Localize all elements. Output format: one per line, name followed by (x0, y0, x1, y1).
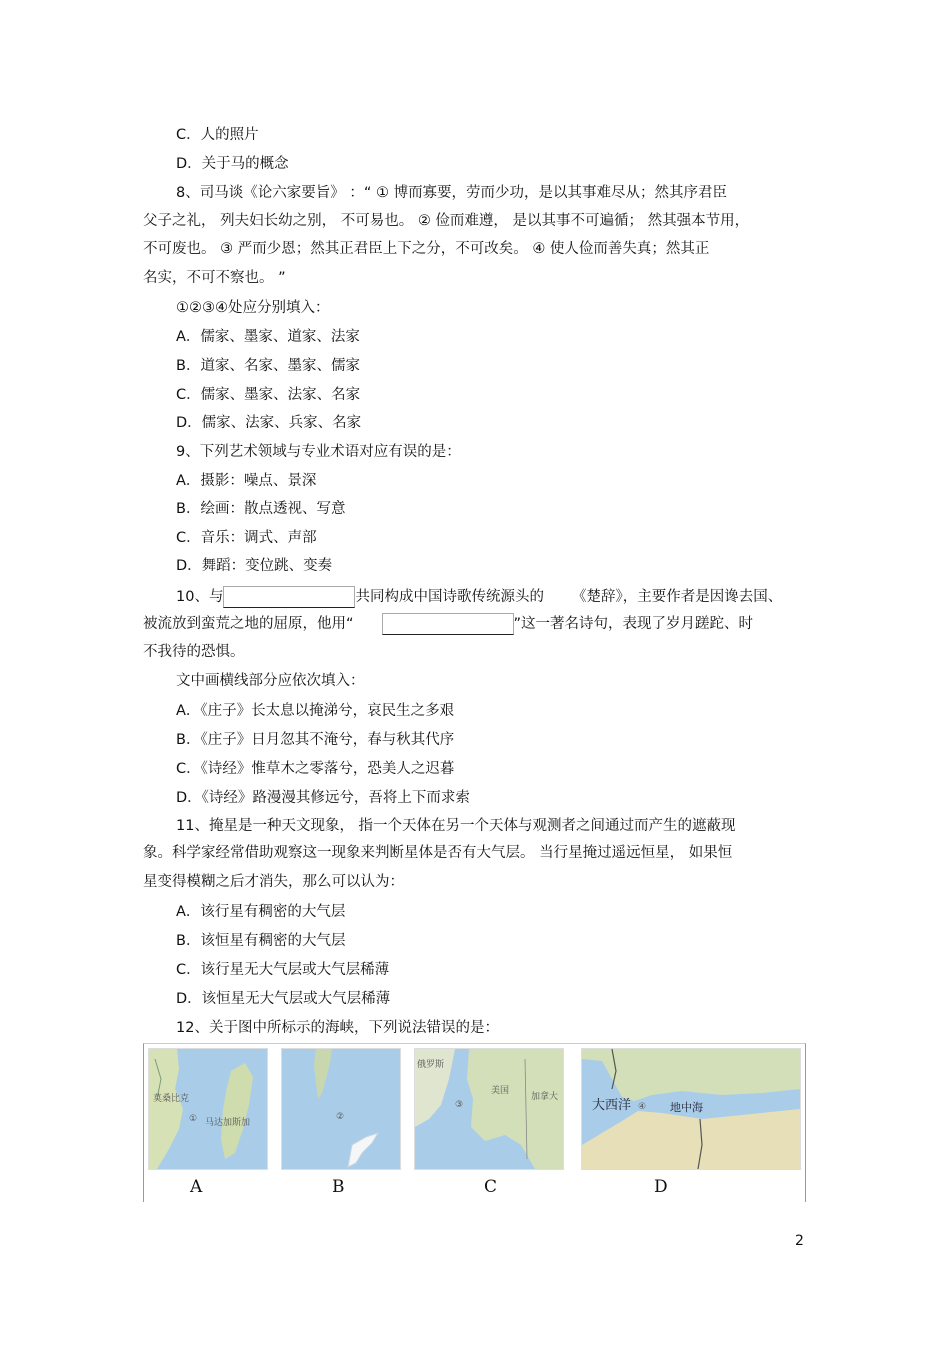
q8-stem-line3: 不可废也。 ③ 严而少恩；然其正君臣上下之分，不可改矣。 ④ 使人俭而善失真；然其正 (143, 241, 710, 257)
q11-option-a: A．该行星有稠密的大气层 (176, 904, 346, 920)
q11-stem-line3: 星变得模糊之后才消失，那么可以认为： (143, 874, 404, 890)
map-c-label-canada: 加拿大 (531, 1092, 559, 1102)
map-d-label-mediterranean: 地中海 (670, 1101, 703, 1114)
map-c-caption: C (484, 1177, 498, 1197)
q8-option-b: B．道家、名家、墨家、儒家 (176, 358, 360, 374)
map-c-label-usa: 美国 (491, 1086, 510, 1096)
q10-text-a: 10、与 (176, 589, 224, 605)
map-a-caption: A (190, 1177, 203, 1197)
map-a-label-madagascar: 马达加斯加 (205, 1118, 251, 1128)
fill-blank-1 (223, 586, 355, 608)
map-d-marker: ④ (638, 1102, 647, 1112)
map-d-caption: D (654, 1177, 668, 1197)
map-a-marker: ① (189, 1114, 198, 1124)
q12-stem: 12、关于图中所标示的海峡，下列说法错误的是： (176, 1020, 499, 1036)
map-a (148, 1048, 268, 1170)
q7-option-d: D．关于马的概念 (176, 156, 289, 172)
q10-text-d: 被流放到蛮荒之地的屈原，他用“ (143, 616, 354, 632)
q10-option-b: B．《庄子》日月忽其不淹兮，春与秋其代序 (176, 732, 455, 748)
map-b-caption: B (332, 1177, 345, 1197)
q10-option-d: D．《诗经》路漫漫其修远兮，吾将上下而求索 (176, 790, 470, 806)
q10-prompt: 文中画横线部分应依次填入： (176, 673, 365, 689)
q8-prompt: ①②③④处应分别填入： (176, 300, 330, 316)
q8-option-d: D．儒家、法家、兵家、名家 (176, 415, 362, 431)
q10-option-c: C．《诗经》惟草木之零落兮，恐美人之迟暮 (176, 761, 455, 777)
q10-stem-line3: 不我待的恐惧。 (143, 644, 245, 660)
map-a-label-mozambique: 莫桑比克 (153, 1094, 190, 1104)
q8-stem-line2: 父子之礼， 列夫妇长幼之别， 不可易也。 ② 俭而难遵， 是以其事不可遍循； 然其强本节用， (143, 213, 750, 229)
q7-option-c: C．人的照片 (176, 127, 259, 143)
map-c (414, 1048, 564, 1170)
strait-maps-figure (143, 1043, 806, 1202)
q10-text-e: ”这一著名诗句，表现了岁月蹉跎、时 (513, 616, 754, 632)
map-c-marker: ③ (455, 1100, 464, 1110)
q8-option-c: C．儒家、墨家、法家、名家 (176, 387, 361, 403)
q9-option-a: A．摄影：噪点、景深 (176, 473, 317, 489)
map-c-label-russia: 俄罗斯 (417, 1060, 445, 1070)
q10-option-a: A．《庄子》长太息以掩涕兮，哀民生之多艰 (176, 703, 455, 719)
page-number: 2 (795, 1233, 804, 1249)
map-d (581, 1048, 801, 1170)
q9-option-d: D．舞蹈：变位跳、变奏 (176, 558, 333, 574)
fill-blank-2 (382, 613, 514, 635)
q8-stem-line4: 名实，不可不察也。 ” (143, 270, 286, 286)
map-b-marker: ② (336, 1112, 345, 1122)
q10-text-b: 共同构成中国诗歌传统源头的 (355, 589, 544, 605)
map-d-label-atlantic (592, 1097, 631, 1113)
q10-stem-line2 (143, 613, 753, 635)
q8-stem-line1: 8、司马谈《论六家要旨》 ：“ ① 博而寡要，劳而少功，是以其事难尽从；然其序君臣 (176, 185, 728, 201)
q10-stem-line1 (176, 586, 782, 608)
q11-stem-line1: 11、掩星是一种天文现象， 指一个天体在另一个天体与观测者之间通过而产生的遮蔽现 (176, 818, 736, 834)
q9-option-c: C．音乐：调式、声部 (176, 530, 317, 546)
map-b (281, 1048, 401, 1170)
q11-option-c: C．该行星无大气层或大气层稀薄 (176, 962, 390, 978)
q11-option-d: D．该恒星无大气层或大气层稀薄 (176, 991, 391, 1007)
q9-option-b: B．绘画：散点透视、写意 (176, 501, 346, 517)
q11-stem-line2: 象。科学家经常借助观察这一现象来判断星体是否有大气层。 当行星掩过遥远恒星， 如果恒 (143, 845, 733, 861)
map-d-atlantic-text: 大西洋 (592, 1098, 632, 1113)
q8-option-a: A．儒家、墨家、道家、法家 (176, 329, 360, 345)
q9-stem: 9、下列艺术领域与专业术语对应有误的是： (176, 444, 461, 460)
q11-option-b: B．该恒星有稠密的大气层 (176, 933, 346, 949)
q10-text-c: 《楚辞》，主要作者是因谗去国、 (571, 589, 783, 605)
